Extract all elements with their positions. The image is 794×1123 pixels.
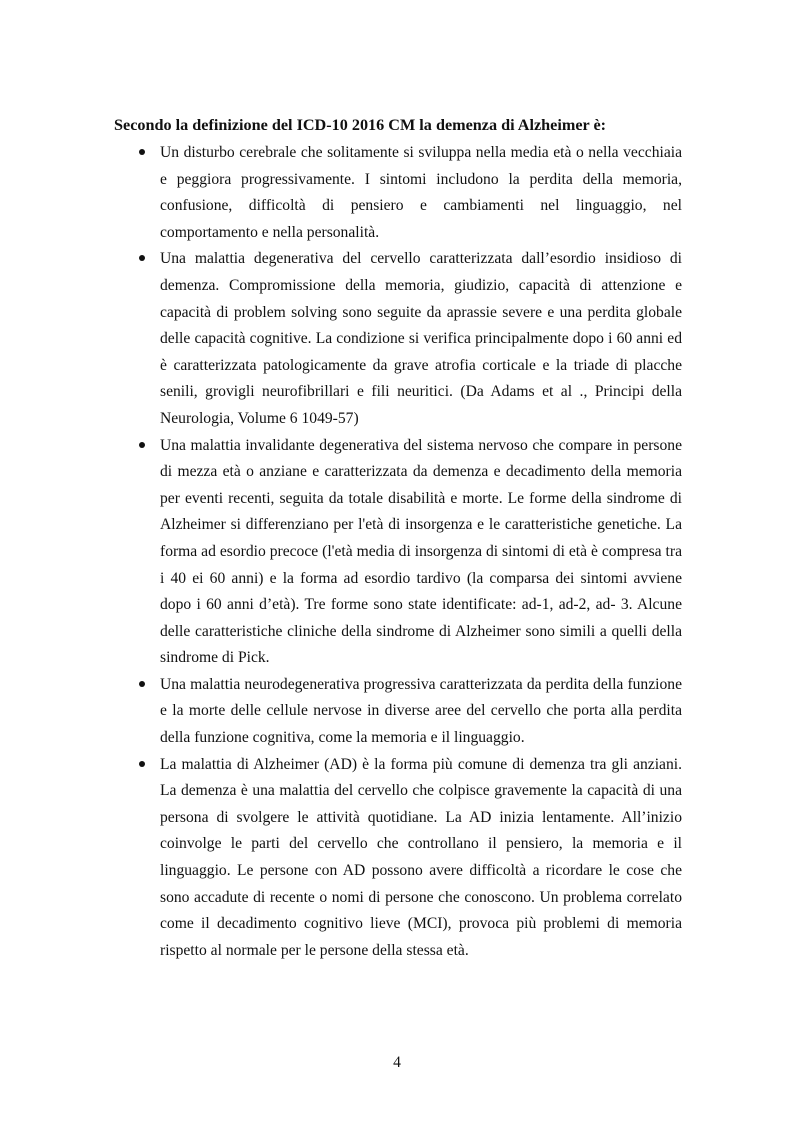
bullet-icon: [139, 255, 145, 261]
list-item: [160, 246, 682, 432]
bullet-text: Una malattia neurodegenerativa progressiva caratterizzata da perdita della funzione e la morte delle cellule nervose in diverse aree del cervello che porta alla perdita della funzione cognitiva, come la memoria e il linguaggio.: [160, 675, 682, 747]
bullet-icon: [139, 681, 145, 687]
list-item: [160, 140, 682, 246]
bullet-icon: [139, 149, 145, 155]
bullet-text: Una malattia degenerativa del cervello caratterizzata dall’esordio insidioso di demenza. Compromissione della memoria, giudizio, capacità di attenzione e capacità di problem solving sono seguite da aprassie severe e una perdita globale delle capacità cognitive. La condizione si verifica principalmente dopo i 60 anni ed è caratterizzata patologicamente da grave atrofia corticale e la triade di placche senili, grovigli neurofibrillari e fili neuritici. (Da Adams et al ., Principi della Neurologia, Volume 6 1049-57): [160, 250, 682, 427]
bullet-icon: [139, 761, 145, 767]
bullet-text: Una malattia invalidante degenerativa del sistema nervoso che compare in persone di mezza età o anziane e caratterizzata da demenza e decadimento della memoria per eventi recenti, seguita da totale disabilità e morte. Le forme della sindrome di Alzheimer si differenziano per l'età di insorgenza e le caratteristiche genetiche. La forma ad esordio precoce (l'età media di insorgenza di sintomi di età è compresa tra i 40 ei 60 anni) e la forma ad esordio tardivo (la comparsa dei sintomi avviene dopo i 60 anni d’età). Tre forme sono state identificate: ad-1, ad-2, ad- 3. Alcune delle caratteristiche cliniche della sindrome di Alzheimer sono simili a quelli della sindrome di Pick.: [160, 436, 682, 667]
bullet-text: Un disturbo cerebrale che solitamente si sviluppa nella media età o nella vecchiaia e peggiora progressivamente. I sintomi includono la perdita della memoria, confusione, difficoltà di pensiero e cambiamenti nel linguaggio, nel comportamento e nella personalità.: [160, 144, 682, 241]
bullet-icon: [139, 442, 145, 448]
bullet-text: La malattia di Alzheimer (AD) è la forma più comune di demenza tra gli anziani. La demenza è una malattia del cervello che colpisce gravemente la capacità di una persona di svolgere le attività quotidiane. La AD inizia lentamente. All’inizio coinvolge le parti del cervello che controllano il pensiero, la memoria e il linguaggio. Le persone con AD possono avere difficoltà a ricordare le cose che sono accadute di recente o nomi di persone che conoscono. Un problema correlato come il decadimento cognitivo lieve (MCI), provoca più problemi di memoria rispetto al normale per le persone della stessa età.: [160, 755, 682, 959]
list-item: [160, 672, 682, 752]
section-heading: Secondo la definizione del ICD-10 2016 CM la demenza di Alzheimer è:: [114, 116, 607, 134]
list-item: [160, 433, 682, 672]
page-number: 4: [393, 1054, 401, 1071]
list-item: [160, 752, 682, 965]
definition-list: [160, 140, 682, 964]
